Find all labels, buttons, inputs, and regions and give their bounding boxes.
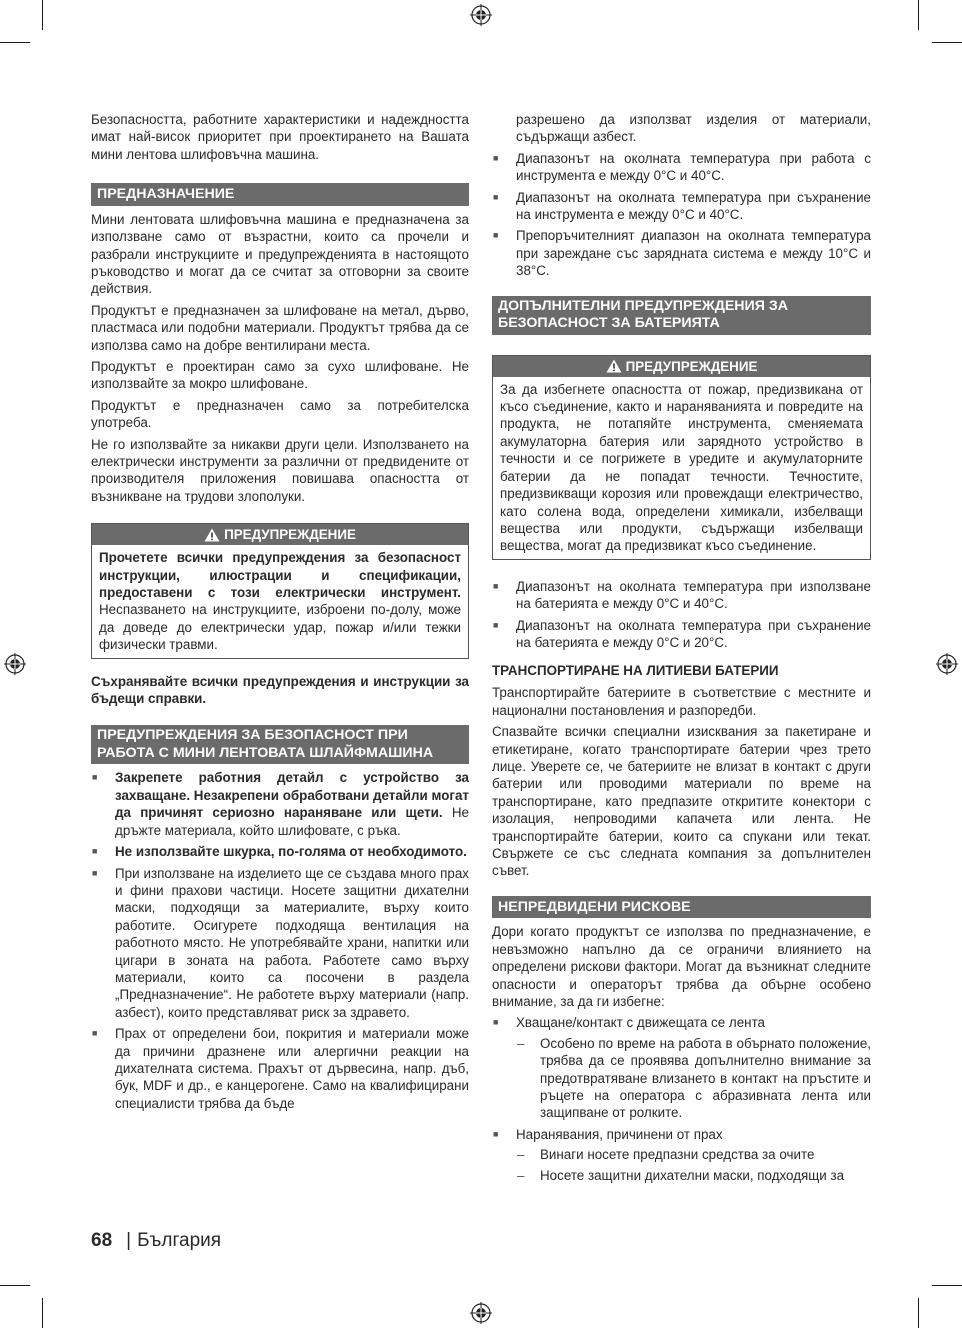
paragraph: Продуктът е предназначен за шлифоване на метал, дърво, пластмаса или подобни материали. Продуктът трябва да се използва само на добре вентилирани места. — [91, 302, 469, 353]
sub-list-item: – Носете защитни дихателни маски, подходящи за — [516, 1167, 871, 1184]
temperature-list — [492, 150, 871, 280]
item-text: Хващане/контакт с движещата се лента — [516, 1015, 766, 1031]
list-item — [91, 769, 469, 839]
warning-label: ПРЕДУПРЕЖДЕНИЕ — [224, 527, 356, 543]
item-bold-text: Не използвайте шкурка, по-голяма от необходимото. — [115, 844, 467, 860]
warning-box — [91, 523, 469, 658]
page-number: 68 — [91, 1230, 113, 1251]
item-text: При използване на изделието ще се създава много прах и фини прахови частици. Носете защитни дихателни маски, подходящи за материалите, върху които работите. Осигурете подходяща вентилация на работното място. Не употребявайте храни, напитки или цигари в зоната на работа. Работете само върху материали, които са посочени в раздела „Предназначение“. Не работете върху материали (напр. азбест), които представляват риск за здравето. — [115, 865, 469, 1020]
warning-label: ПРЕДУПРЕЖДЕНИЕ — [625, 358, 758, 374]
warning-header — [493, 356, 870, 377]
list-item — [492, 1126, 871, 1184]
crop-mark — [42, 1298, 43, 1328]
sub-list-item: – Особено по време на работа в обърнато положение, трябва да се проявява допълнително внимание за предотвратяване влизането в контакт на пръстите и ръцете на оператора с абразивната лента или защипване от ролките. — [516, 1035, 871, 1122]
warning-body: За да избегнете опасността от пожар, предизвикана от късо съединение, както и нараняванията и повредите на продукта, не потапяйте инструмента, сменяемата акумулаторна батерия или зарядното устройство в течности и се погрижете в уредите и акумулаторните батерии да не попадат течности. Течностите, предизвикващи корозия или провеждащи електричество, като солена вода, определени химикали, избелващи вещества или продукти, съдържащи избелващи вещества, могат да предизвикат късо съединение. — [500, 381, 863, 554]
paragraph: Транспортирайте батериите в съответствие с местните и национални постановления и разпоредби. — [492, 685, 871, 718]
crop-mark — [918, 1298, 919, 1328]
section-heading-purpose: ПРЕДНАЗНАЧЕНИЕ — [91, 183, 469, 206]
crop-mark — [0, 1285, 30, 1286]
sub-list — [516, 1035, 871, 1122]
crop-mark — [42, 0, 43, 30]
section-heading-battery — [492, 296, 871, 335]
list-item — [91, 843, 469, 860]
sub-list — [516, 1146, 871, 1184]
registration-mark-icon — [470, 1302, 492, 1324]
intro-paragraph: Безопасността, работните характеристики и надеждността имат най-висок приоритет при проектирането на Вашата мини лентова шлифовъчна машина. — [91, 112, 469, 162]
registration-mark-icon — [936, 653, 958, 675]
risks-list — [492, 1014, 871, 1184]
warning-text: Неспазването на инструкциите, изброени по-долу, може да доведе до електрически удар, пожар и/или тежки физически травми. — [99, 602, 461, 653]
paragraph: Не го използвайте за никакви други цели. Използването на електрически инструменти за различни от предвидените от производителя приложения повишава опасността от възникване на трудови злополуки. — [91, 436, 469, 504]
list-item: ■ Диапазонът на околната температура при работа с инструмента е между 0°C и 40°C. — [492, 150, 871, 185]
paragraph: Продуктът е проектиран само за сухо шлифоване. Не използвайте за мокро шлифоване. — [91, 358, 469, 392]
paragraph: Дори когато продуктът се използва по предназначение, е невъзможно напълно да се ограничи влиянието на определени рискови фактори. Могат да възникнат следните опасности и операторът трябва да обърне особено внимание, за да ги избегне: — [492, 924, 871, 1009]
item-text: Прах от определени бои, покрития и материали може да причини дразнене или алергични реакции на дихателната система. Прахът от дървесина, напр. дъб, бук, MDF и др., е канцерогене. Само на квалифицирани специалисти трябва да бъде — [115, 1026, 469, 1111]
footer-separator: | — [126, 1230, 132, 1251]
sub-list-item: – Винаги носете предпазни средства за очите — [516, 1146, 871, 1163]
warning-triangle-icon — [606, 359, 622, 373]
left-column — [91, 111, 469, 1116]
heading-line: РАБОТА С МИНИ ЛЕНТОВАТА ШЛАЙФМАШИНА — [97, 744, 434, 761]
right-column — [492, 111, 871, 1188]
warning-header — [92, 524, 468, 545]
warning-box — [492, 355, 871, 560]
warning-bold-text: Прочетете всички предупреждения за безопасност инструкции, илюстрации и спецификации, предоставени с този електрически инструмент. — [99, 550, 461, 601]
footer-language: България — [137, 1230, 222, 1251]
paragraph: Спазвайте всички специални изисквания за пакетиране и етикетиране, когато транспортирате батерии чрез трето лице. Уверете се, че батериите не влизат в контакт с други батерии или проводими материали по време на транспортиране, като предпазите откритите конектори с изолация, непроводими капачета или лента. Не транспортирайте батерии, които са спукани или текат. Свържете се със следната компания за допълнителен съвет. — [492, 724, 871, 879]
list-item — [91, 1025, 469, 1112]
crop-mark — [918, 0, 919, 30]
list-item: ■ Диапазонът на околната температура при съхранение на инструмента е между 0°C и 40°C. — [492, 189, 871, 224]
section-heading-risks: НЕПРЕДВИДЕНИ РИСКОВЕ — [492, 896, 871, 919]
warning-triangle-icon — [204, 528, 220, 542]
list-item: ■ Диапазонът на околната температура при съхранение на батерията е между 0°C и 20°C. — [492, 617, 871, 652]
crop-mark — [932, 1285, 962, 1286]
list-item — [492, 1014, 871, 1121]
safety-list — [91, 769, 469, 1112]
heading-line: БЕЗОПАСНОСТ ЗА БАТЕРИЯТА — [498, 315, 720, 332]
item-text: Наранявания, причинени от прах — [516, 1126, 723, 1142]
warning-body — [92, 545, 468, 657]
heading-line: ДОПЪЛНИТЕЛНИ ПРЕДУПРЕЖДЕНИЯ ЗА — [498, 297, 789, 314]
crop-mark — [932, 42, 962, 43]
list-item: ■ Препоръчителният диапазон на околната температура при зареждане със зарядната система е между 10°C и 38°C. — [492, 227, 871, 279]
continued-text: разрешено да използват изделия от материали, съдържащи азбест. — [516, 112, 871, 145]
paragraph: Продуктът е предназначен само за потребителска употреба. — [91, 397, 469, 431]
subheading-transport: ТРАНСПОРТИРАНЕ НА ЛИТИЕВИ БАТЕРИИ — [492, 663, 779, 679]
page-footer — [91, 1230, 221, 1252]
item-bold-text: Закрепете работния детайл с устройство за захващане. Незакрепени обработвани детайли могат да причинят сериозно нараняване или щети. — [115, 770, 469, 821]
section-heading-safety — [91, 725, 469, 764]
registration-mark-icon — [4, 653, 26, 675]
battery-temperature-list — [492, 578, 871, 652]
list-item — [91, 865, 469, 1022]
paragraph: Мини лентовата шлифовъчна машина е предназначена за използване само от възрастни, които са прочели и разбрали инструкциите и предупрежденията в настоящото ръководство и могат да се считат за отговорни за своите действия. — [91, 211, 469, 297]
registration-mark-icon — [470, 4, 492, 26]
item-text: Не дръжте материала, който шлифовате, с ръка. — [115, 805, 469, 838]
heading-line: ПРЕДУПРЕЖДЕНИЯ ЗА БЕЗОПАСНОСТ ПРИ — [97, 727, 408, 744]
list-item: ■ Диапазонът на околната температура при използване на батерията е между 0°C и 40°C. — [492, 578, 871, 613]
crop-mark — [0, 42, 30, 43]
keep-instructions-note: Съхранявайте всички предупреждения и инструкции за бъдещи справки. — [91, 673, 469, 707]
